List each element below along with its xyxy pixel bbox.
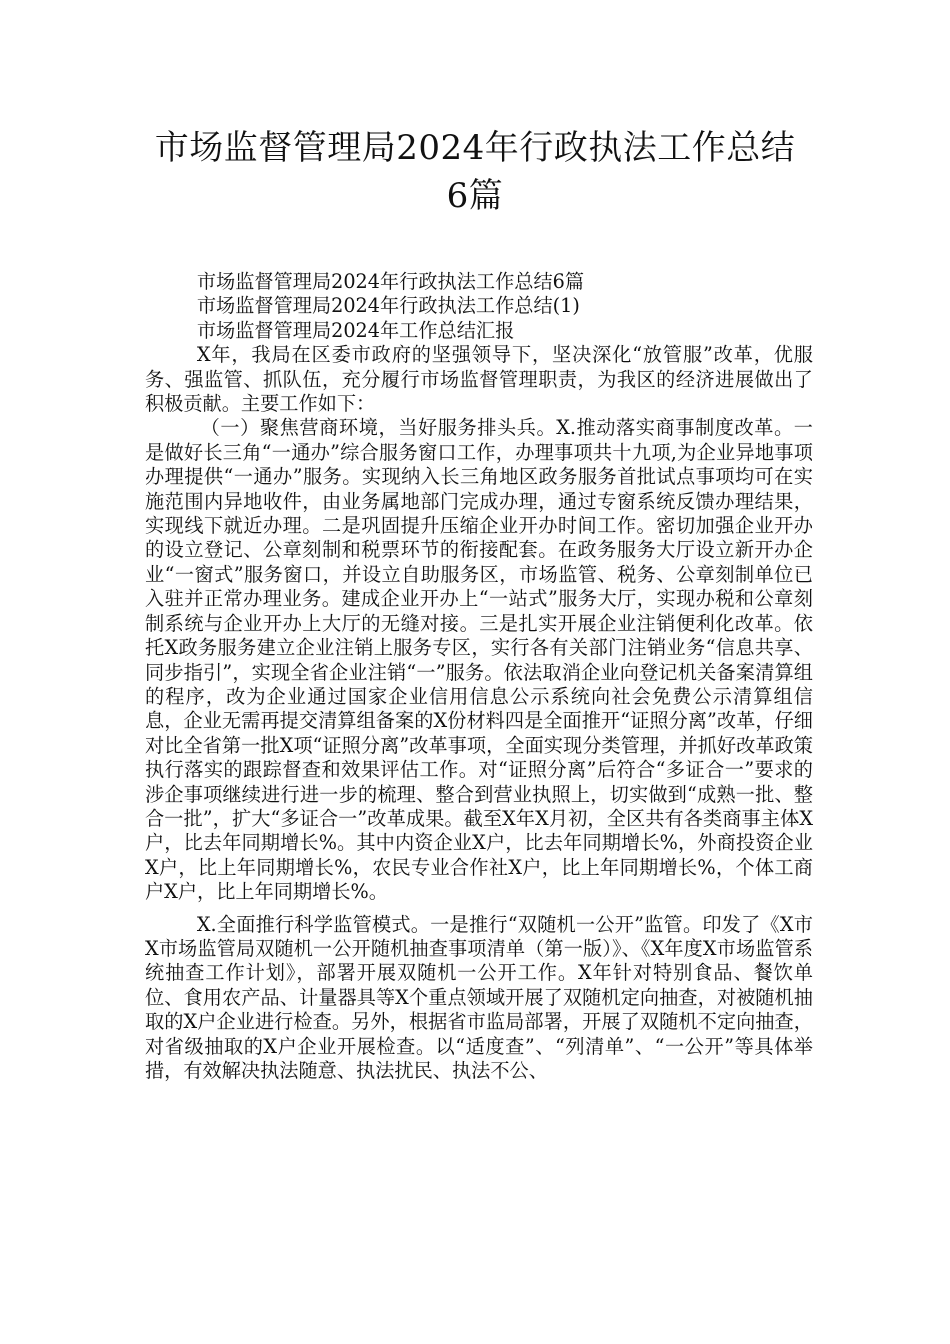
subtitle-line: 市场监督管理局2024年行政执法工作总结6篇 bbox=[196, 270, 585, 293]
intro-paragraph: X年，我局在区委市政府的坚强领导下，坚决深化“放管服”改革，优服务、强监管、抓队伍，充分履行市场监督管理职责，为我区的经济进展做出了积极贡献。主要工作如下： bbox=[145, 343, 813, 416]
section-title: 市场监督管理局2024年行政执法工作总结(1) bbox=[196, 294, 580, 318]
document-title-line-1: 市场监督管理局2024年行政执法工作总结 bbox=[154, 128, 796, 168]
body-paragraph: （一）聚焦营商环境，当好服务排头兵。X.推动落实商事制度改革。一是做好长三角“一通办”综合服务窗口工作，办理事项共十九项,为企业异地事项办理提供“一通办”服务。实现纳入长三角地区政务服务首批试点事项均可在实施范围内异地收件，由业务属地部门完成办理，通过专窗系统反馈办理结果，实现线下就近办理。二是巩固提升压缩企业开办时间工作。密切加强企业开办的设立登记、公章刻制和税票环节的衔接配套。在政务服务大厅设立新开办企业“一窗式”服务窗口，并设立自助服务区，市场监管、税务、公章刻制单位已入驻并正常办理业务。建成企业开办上“一站式”服务大厅，实现办税和公章刻制系统与企业开办上大厅的无缝对接。三是扎实开展企业注销便利化改革。依托X政务服务建立企业注销上服务专区，实行各有关部门注销业务“信息共享、同步指引”，实现全省企业注销“一”服务。依法取消企业向登记机关备案清算组的程序，改为企业通过国家企业信用信息公示系统向社会免费公示清算组信息，企业无需再提交清算组备案的X份材料四是全面推开“证照分离”改革，仔细对比全省第一批X项“证照分离”改革事项，全面实现分类管理，并抓好改革政策执行落实的跟踪督查和效果评估工作。对“证照分离”后符合“多证合一”要求的涉企事项继续进行进一步的梳理、整合到营业执照上，切实做到“成熟一批、整合一批”，扩大“多证合一”改革成果。截至X年X月初，全区共有各类商事主体X户，比去年同期增长%。其中内资企业X户，比去年同期增长%，外商投资企业X户，比上年同期增长%，农民专业合作社X户，比上年同期增长%，个体工商户X户，比上年同期增长%。 bbox=[145, 416, 813, 904]
body-paragraph: X.全面推行科学监管模式。一是推行“双随机一公开”监管。印发了《X市X市场监管局双随机一公开随机抽查事项清单（第一版）》、《X年度X市场监管系统抽查工作计划》，部署开展双随机一公开工作。X年针对特别食品、餐饮单位、食用农产品、计量器具等X个重点领域开展了双随机定向抽查，对被随机抽取的X户企业进行检查。另外，根据省市监局部署，开展了双随机不定向抽查，对省级抽取的X户企业开展检查。以“适度查”、“列清单”、“一公开”等具体举措，有效解决执法随意、执法扰民、执法不公、 bbox=[145, 912, 813, 1082]
document-title bbox=[120, 124, 830, 220]
report-title: 市场监督管理局2024年工作总结汇报 bbox=[196, 318, 515, 342]
document-title-line-2: 6篇 bbox=[446, 176, 504, 216]
document-body bbox=[145, 270, 813, 1083]
